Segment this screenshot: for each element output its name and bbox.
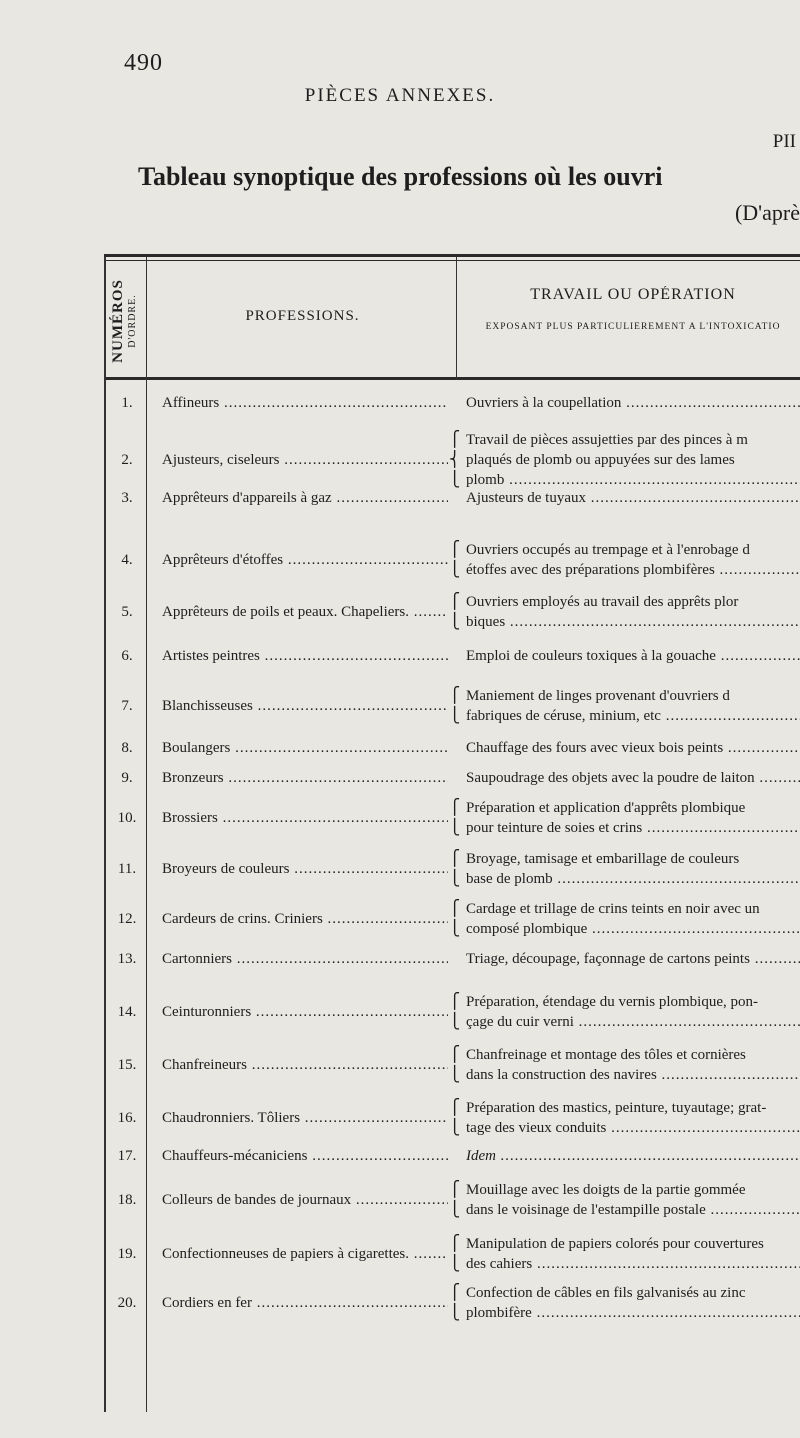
row-number: 12.	[117, 911, 137, 927]
column-header-professions: PROFESSIONS.	[245, 308, 360, 324]
row-work-line: pour teinture de soies et crins .....	[466, 818, 800, 838]
row-profession: Chaudronniers. Tôliers .....	[162, 1108, 448, 1128]
row-number: 17.	[117, 1148, 137, 1164]
row-profession: Cartonniers .....	[162, 949, 448, 969]
row-brace: ⎧ ⎩	[449, 542, 461, 578]
column-header-travail-sub: EXPOSANT PLUS PARTICULIÈREMENT A L'INTOXICATIO	[485, 322, 781, 332]
column-header-travail: TRAVAIL OU OPÉRATION	[530, 286, 736, 303]
row-work	[466, 798, 800, 838]
row-number: 11.	[117, 861, 137, 877]
row-number: 20.	[117, 1295, 137, 1311]
table-left-border	[104, 257, 106, 1412]
row-number: 19.	[117, 1246, 137, 1262]
row-work-line: çage du cuir verni .....	[466, 1012, 800, 1032]
row-work-line: Préparation, étendage du vernis plombique, pon-	[466, 994, 759, 1010]
row-work-line: composé plombique .....	[466, 919, 800, 939]
row-profession: Bronzeurs .....	[162, 768, 448, 788]
row-profession: Broyeurs de couleurs .....	[162, 859, 448, 879]
row-profession: Brossiers .....	[162, 808, 448, 828]
row-profession: Affineurs .....	[162, 393, 448, 413]
col-divider-num	[146, 257, 147, 1412]
top-rule	[104, 254, 800, 257]
row-number: 18.	[117, 1192, 137, 1208]
table-title: Tableau synoptique des professions où les ouvri	[138, 162, 663, 191]
row-number: 16.	[117, 1110, 137, 1126]
row-profession: Blanchisseuses .....	[162, 696, 448, 716]
row-work	[466, 899, 800, 939]
row-work-line: Travail de pièces assujetties par des pinces à m	[466, 432, 748, 448]
row-profession: Artistes peintres .....	[162, 646, 448, 666]
row-brace: ⎧ ⎩	[449, 1100, 461, 1136]
row-work	[466, 430, 800, 490]
row-work	[466, 592, 800, 632]
row-work	[466, 1180, 800, 1220]
row-number: 8.	[121, 740, 133, 756]
row-work-line: Manipulation de papiers colorés pour couvertures	[466, 1236, 764, 1252]
row-work-line: biques .....	[466, 612, 800, 632]
row-work-line: dans la construction des navires .....	[466, 1065, 800, 1085]
column-header-ordre-label: D'ORDRE.	[127, 294, 139, 348]
row-profession: Chauffeurs-mécaniciens .....	[162, 1146, 448, 1166]
row-brace: ⎧ ⎩	[449, 800, 461, 836]
row-work	[466, 992, 800, 1032]
row-work-line: plombifère .....	[466, 1303, 800, 1323]
row-work	[466, 768, 800, 788]
row-work	[466, 1045, 800, 1085]
row-work	[466, 393, 800, 413]
row-work	[466, 488, 800, 508]
row-work	[466, 1098, 800, 1138]
row-number: 15.	[117, 1057, 137, 1073]
row-work-line: Ajusteurs de tuyaux .....	[466, 488, 800, 508]
row-work-line: étoffes avec des préparations plombifères .....	[466, 560, 800, 580]
row-work-line: Confection de câbles en fils galvanisés au zinc	[466, 1285, 746, 1301]
row-work-line: Emploi de couleurs toxiques à la gouache .....	[466, 646, 800, 666]
row-profession: Chanfreineurs .....	[162, 1055, 448, 1075]
row-profession: Colleurs de bandes de journaux .....	[162, 1190, 448, 1210]
top-rule-thin	[104, 260, 800, 261]
header-rule	[104, 377, 800, 380]
row-brace: ⎧ ⎩	[449, 901, 461, 937]
row-work	[466, 646, 800, 666]
row-number: 4.	[121, 552, 133, 568]
row-work-line: Triage, découpage, façonnage de cartons peints .....	[466, 949, 800, 969]
row-number: 3.	[121, 490, 133, 506]
row-profession: Ajusteurs, ciseleurs .....	[162, 450, 448, 470]
col-divider-work-header	[456, 257, 457, 380]
column-header-numero-label: NUMÉROS	[110, 279, 127, 363]
row-brace: ⎧ ⎩	[449, 594, 461, 630]
row-brace: ⎧ ⎩	[449, 994, 461, 1030]
row-brace: ⎧ ⎨ ⎩	[449, 432, 461, 488]
row-number: 14.	[117, 1004, 137, 1020]
row-work-line: Mouillage avec les doigts de la partie gommée	[466, 1182, 746, 1198]
row-work	[466, 1234, 800, 1274]
row-number: 13.	[117, 951, 137, 967]
row-brace: ⎧ ⎩	[449, 688, 461, 724]
row-profession: Cordiers en fer .....	[162, 1293, 448, 1313]
row-work-line: Saupoudrage des objets avec la poudre de laiton .....	[466, 768, 800, 788]
row-work-line: Cardage et trillage de crins teints en noir avec un	[466, 901, 760, 917]
row-brace: ⎧ ⎩	[449, 1182, 461, 1218]
row-number: 5.	[121, 604, 133, 620]
row-number: 6.	[121, 648, 133, 664]
row-work	[466, 738, 800, 758]
running-head: PIÈCES ANNEXES.	[304, 85, 496, 106]
row-number: 1.	[121, 395, 133, 411]
row-work-line: Chanfreinage et montage des tôles et cornières	[466, 1047, 746, 1063]
row-work-line: fabriques de céruse, minium, etc .....	[466, 706, 800, 726]
row-work-line: plomb .....	[466, 470, 800, 490]
source-note: (D'aprè	[734, 200, 800, 225]
row-work	[466, 849, 800, 889]
row-work-line: Ouvriers employés au travail des apprêts plor	[466, 594, 739, 610]
row-number: 10.	[117, 810, 137, 826]
row-work-line: des cahiers .....	[466, 1254, 800, 1274]
row-number: 9.	[121, 770, 133, 786]
row-profession: Apprêteurs de poils et peaux. Chapeliers. .....	[162, 602, 448, 622]
row-work-line: Broyage, tamisage et embarillage de couleurs	[466, 851, 740, 867]
row-work-line: Ouvriers à la coupellation .....	[466, 393, 800, 413]
row-brace: ⎧ ⎩	[449, 851, 461, 887]
row-work	[466, 1146, 800, 1166]
row-work-line: dans le voisinage de l'estampille postale .....	[466, 1200, 800, 1220]
row-brace: ⎧ ⎩	[449, 1047, 461, 1083]
row-brace: ⎧ ⎩	[449, 1236, 461, 1272]
row-profession: Apprêteurs d'étoffes .....	[162, 550, 448, 570]
row-work-line: Ouvriers occupés au trempage et à l'enrobage d	[466, 542, 750, 558]
row-profession: Cardeurs de crins. Criniers .....	[162, 909, 448, 929]
row-brace: ⎧ ⎩	[449, 1285, 461, 1321]
row-work	[466, 540, 800, 580]
row-number: 7.	[121, 698, 133, 714]
row-work-line: tage des vieux conduits .....	[466, 1118, 800, 1138]
row-profession: Confectionneuses de papiers à cigarettes. .....	[162, 1244, 448, 1264]
row-work	[466, 686, 800, 726]
row-work	[466, 949, 800, 969]
row-work-line: base de plomb .....	[466, 869, 800, 889]
row-work-line: plaqués de plomb ou appuyées sur des lames	[466, 452, 735, 468]
column-header-numero	[104, 265, 144, 377]
row-work-line: Préparation des mastics, peinture, tuyautage; grat-	[466, 1100, 767, 1116]
row-profession: Boulangers .....	[162, 738, 448, 758]
row-work-line: Préparation et application d'apprêts plombique	[466, 800, 746, 816]
row-profession: Ceinturonniers .....	[162, 1002, 448, 1022]
row-number: 2.	[121, 452, 133, 468]
row-work	[466, 1283, 800, 1323]
row-work-line: Chauffage des fours avec vieux bois peints .....	[466, 738, 800, 758]
row-work-line: Maniement de linges provenant d'ouvriers d	[466, 688, 730, 704]
plate-label: PII	[772, 131, 796, 152]
page-number: 490	[124, 50, 163, 76]
row-profession: Apprêteurs d'appareils à gaz .....	[162, 488, 448, 508]
row-work-line: Idem .....	[466, 1146, 800, 1166]
